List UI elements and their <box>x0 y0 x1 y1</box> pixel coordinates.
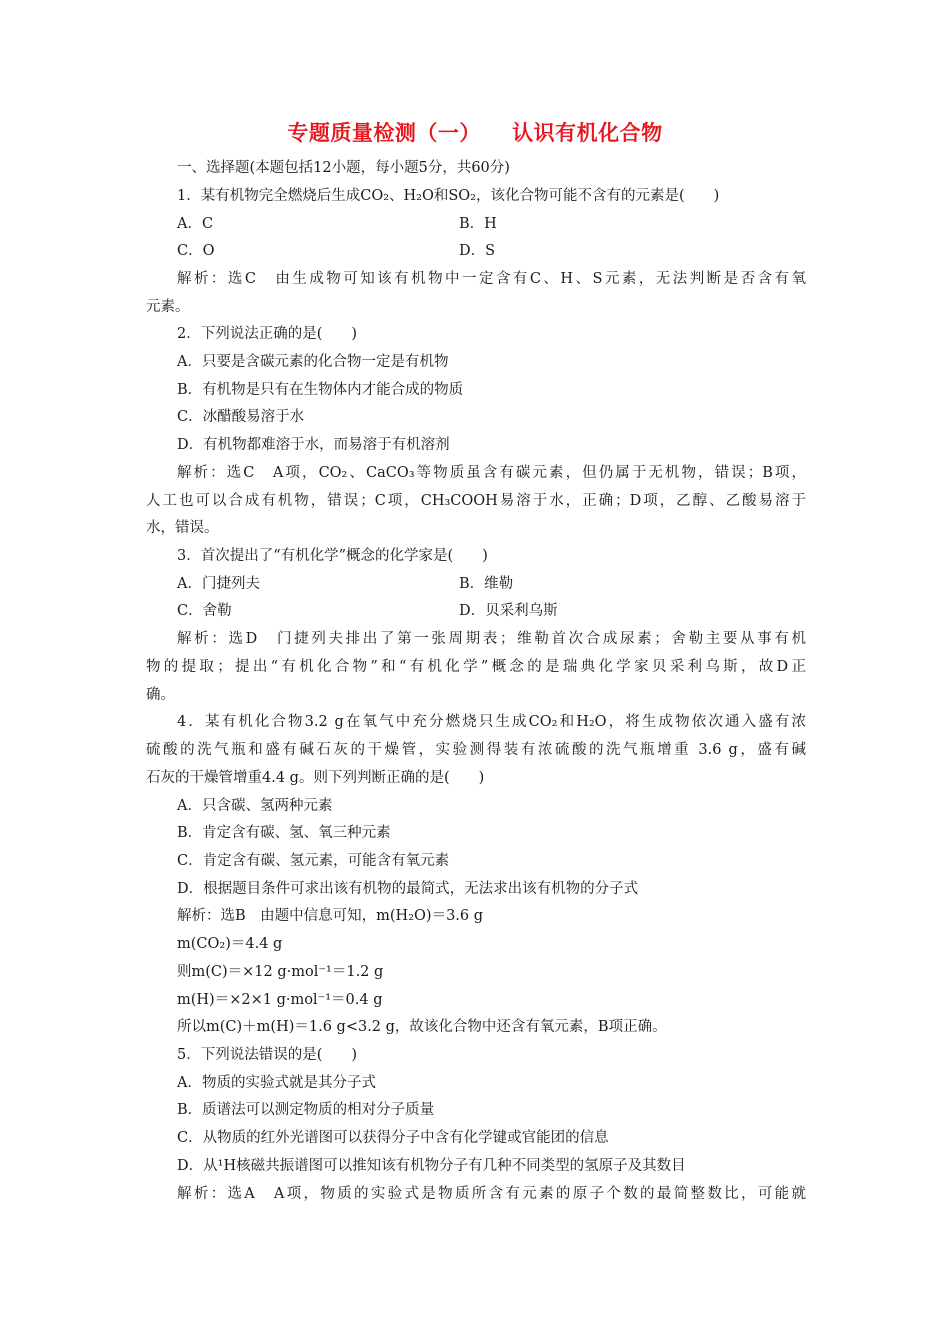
question-3-answer-line: 物的提取；提出“有机化合物”和“有机化学”概念的是瑞典化学家贝采利乌斯，故D正 <box>146 659 806 675</box>
question-5-answer-line: 解析：选A A项，物质的实验式是物质所含有元素的原子个数的最简整数比，可能就 <box>177 1186 806 1202</box>
question-1-option-c: C．O <box>177 243 215 259</box>
question-1-option-a: A．C <box>177 216 214 232</box>
question-2-option-c: C．冰醋酸易溶于水 <box>177 409 305 425</box>
question-4-option-b: B．肯定含有碳、氢、氧三种元素 <box>177 825 391 841</box>
page-title: 专题质量检测（一） 认识有机化合物 <box>287 121 663 145</box>
question-5-option-d: D．从¹H核磁共振谱图可以推知该有机物分子有几种不同类型的氢原子及其数目 <box>177 1158 686 1174</box>
question-1-option-b: B．H <box>459 216 497 232</box>
question-3-stem: 3．首次提出了“有机化学”概念的化学家是( ) <box>177 548 488 564</box>
question-4-stem-line: 硫酸的洗气瓶和盛有碱石灰的干燥管，实验测得装有浓硫酸的洗气瓶增重 3.6 g，盛有碱 <box>146 742 806 758</box>
section-heading: 一、选择题(本题包括12小题，每小题5分，共60分) <box>177 160 510 176</box>
question-4-option-c: C．肯定含有碳、氢元素，可能含有氧元素 <box>177 853 450 869</box>
question-4-answer-line: m(CO₂)＝4.4 g <box>177 936 283 952</box>
question-3-option-b: B．维勒 <box>459 576 514 592</box>
question-3-option-c: C．舍勒 <box>177 603 232 619</box>
question-4-answer-line: 则m(C)＝×12 g·mol⁻¹＝1.2 g <box>177 964 384 980</box>
question-2-answer-line: 解析：选C A项，CO₂、CaCO₃等物质虽含有碳元素，但仍属于无机物，错误；B项， <box>177 465 806 481</box>
question-4-answer-line: 所以m(C)＋m(H)＝1.6 g<3.2 g，故该化合物中还含有氧元素，B项正确。 <box>177 1019 667 1035</box>
question-5-option-b: B．质谱法可以测定物质的相对分子质量 <box>177 1102 435 1118</box>
question-2-option-b: B．有机物是只有在生物体内才能合成的物质 <box>177 382 464 398</box>
question-1-option-d: D．S <box>459 243 496 259</box>
question-1-answer-line: 解析：选C 由生成物可知该有机物中一定含有C、H、S元素，无法判断是否含有氧 <box>177 271 806 287</box>
question-3-option-a: A．门捷列夫 <box>177 576 260 592</box>
question-3-answer-line: 解析：选D 门捷列夫排出了第一张周期表；维勒首次合成尿素；舍勒主要从事有机 <box>177 631 806 647</box>
question-2-answer-line: 水，错误。 <box>146 520 219 536</box>
question-1-stem: 1．某有机物完全燃烧后生成CO₂、H₂O和SO₂，该化合物可能不含有的元素是( ) <box>177 188 720 204</box>
question-4-stem-line: 石灰的干燥管增重4.4 g。则下列判断正确的是( ) <box>146 770 485 786</box>
question-3-answer-line: 确。 <box>146 687 175 703</box>
question-2-answer-line: 人工也可以合成有机物，错误；C项，CH₃COOH易溶于水，正确；D项，乙醇、乙酸易溶于 <box>146 493 806 509</box>
question-2-option-d: D．有机物都难溶于水，而易溶于有机溶剂 <box>177 437 450 453</box>
question-1-answer-line: 元素。 <box>146 299 190 315</box>
question-2-option-a: A．只要是含碳元素的化合物一定是有机物 <box>177 354 449 370</box>
question-5-stem: 5．下列说法错误的是( ) <box>177 1047 358 1063</box>
question-4-option-a: A．只含碳、氢两种元素 <box>177 798 333 814</box>
question-4-option-d: D．根据题目条件可求出该有机物的最简式，无法求出该有机物的分子式 <box>177 881 639 897</box>
question-4-answer-line: 解析：选B 由题中信息可知，m(H₂O)＝3.6 g <box>177 908 484 924</box>
question-5-option-a: A．物质的实验式就是其分子式 <box>177 1075 376 1091</box>
question-5-option-c: C．从物质的红外光谱图可以获得分子中含有化学键或官能团的信息 <box>177 1130 609 1146</box>
question-2-stem: 2．下列说法正确的是( ) <box>177 326 358 342</box>
question-4-stem-line: 4．某有机化合物3.2 g在氧气中充分燃烧只生成CO₂和H₂O，将生成物依次通入盛有浓 <box>177 714 806 730</box>
question-3-option-d: D．贝采利乌斯 <box>459 603 558 619</box>
question-4-answer-line: m(H)＝×2×1 g·mol⁻¹＝0.4 g <box>177 992 383 1008</box>
